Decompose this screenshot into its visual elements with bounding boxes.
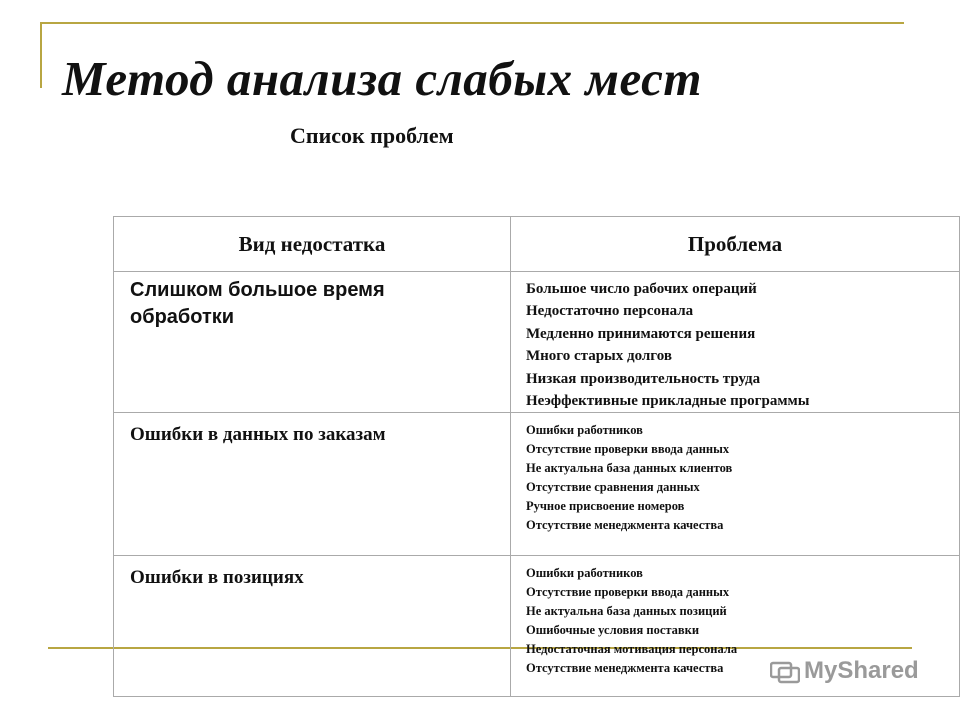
table-row <box>114 413 960 556</box>
problem-item: Низкая производительность труда <box>526 370 761 387</box>
table-header-row <box>114 217 960 272</box>
problem-item: Ошибки работников <box>526 566 643 581</box>
kind-cell <box>114 556 511 697</box>
kind-cell <box>114 272 511 413</box>
kind-label: Ошибки в позициях <box>130 567 304 589</box>
problem-item: Недостаточная мотивация персонала <box>526 642 738 657</box>
problem-item: Отсутствие проверки ввода данных <box>526 442 730 457</box>
problem-item: Не актуальна база данных позиций <box>526 604 727 619</box>
problem-item: Неэффективные прикладные программы <box>526 393 810 410</box>
kind-label: Ошибки в данных по заказам <box>130 424 386 446</box>
problem-item: Отсутствие менеджмента качества <box>526 660 724 675</box>
header-problem: Проблема <box>511 217 960 272</box>
problems-cell <box>511 413 960 556</box>
problem-item: Большое число рабочих операций <box>526 281 757 297</box>
problem-item: Недостаточно персонала <box>526 303 694 320</box>
problem-item: Не актуальна база данных клиентов <box>526 461 733 476</box>
decorative-top-line <box>40 22 904 24</box>
slide-subtitle: Список проблем <box>290 123 454 148</box>
problem-item: Отсутствие сравнения данных <box>526 480 700 495</box>
problem-item: Отсутствие менеджмента качества <box>526 517 724 532</box>
watermark-logo-icon <box>770 658 800 684</box>
problem-list <box>511 272 959 412</box>
header-kind: Вид недостатка <box>114 217 511 272</box>
problem-item: Отсутствие проверки ввода данных <box>526 585 730 600</box>
kind-label: Слишком большое время обработки <box>130 279 385 328</box>
kind-cell <box>114 413 511 556</box>
problem-item: Ошибки работников <box>526 423 643 438</box>
decorative-left-line <box>40 22 42 88</box>
problem-list <box>511 413 959 534</box>
problems-table <box>113 216 960 697</box>
problem-item: Ручное присвоение номеров <box>526 499 685 514</box>
watermark <box>770 657 919 685</box>
problem-item: Медленно принимаются решения <box>526 325 756 342</box>
problem-item: Ошибочные условия поставки <box>526 623 700 638</box>
slide-title: Метод анализа слабых мест <box>62 51 702 106</box>
table-row <box>114 272 960 413</box>
watermark-text: MyShared <box>804 657 919 684</box>
problem-item: Много старых долгов <box>526 348 672 365</box>
problems-cell <box>511 272 960 413</box>
